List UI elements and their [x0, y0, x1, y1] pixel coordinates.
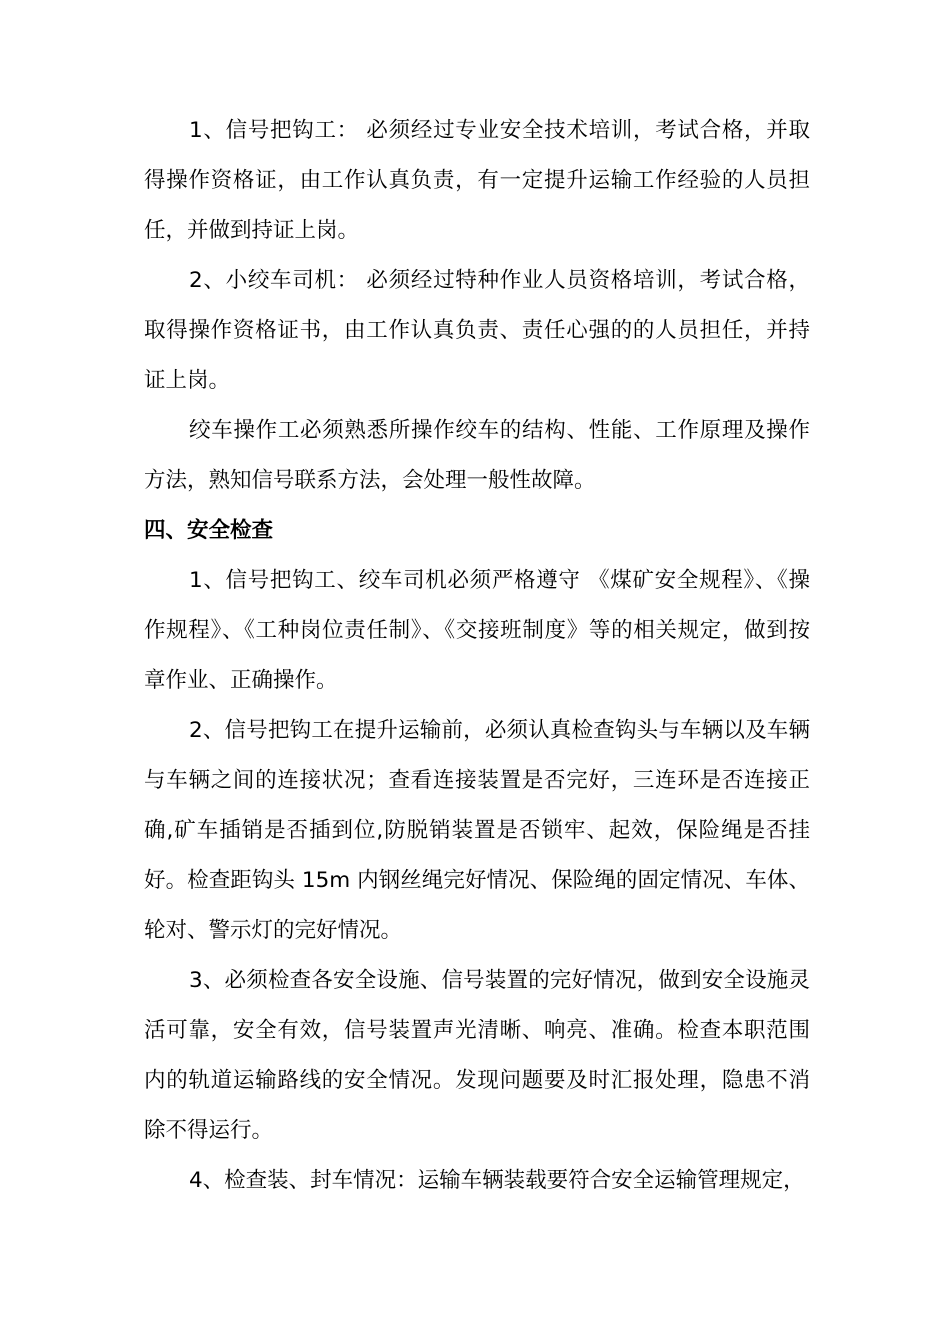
document-body	[144, 106, 810, 1206]
paragraph-connection-check: 2、信号把钩工在提升运输前，必须认真检查钩头与车辆以及车辆与车辆之间的连接状况；查看连接装置是否完好，三连环是否连接正确,矿车插销是否插到位,防脱销装置是否锁牢、起效，保险绳是否挂好。检查距钩头 15m 内钢丝绳完好情况、保险绳的固定情况、车体、轮对、警示灯的完好情况。	[144, 718, 810, 943]
paragraph-winch-operator: 绞车操作工必须熟悉所操作绞车的结构、性能、工作原理及操作方法，熟知信号联系方法，会处理一般性故障。	[144, 418, 810, 493]
paragraph-signal-hooker: 1、信号把钩工： 必须经过专业安全技术培训，考试合格，并取得操作资格证，由工作认真负责，有一定提升运输工作经验的人员担任，并做到持证上岗。	[144, 118, 810, 243]
paragraph-facility-check: 3、必须检查各安全设施、信号装置的完好情况，做到安全设施灵活可靠，安全有效，信号装置声光清晰、响亮、准确。检查本职范围内的轨道运输路线的安全情况。发现问题要及时汇报处理，隐患不消除不得运行。	[144, 968, 810, 1143]
section-heading-safety-inspection: 四、安全检查	[144, 518, 274, 543]
paragraph-loading-check: 4、检查装、封车情况：运输车辆装载要符合安全运输管理规定，	[189, 1168, 805, 1193]
paragraph-regulations: 1、信号把钩工、绞车司机必须严格遵守 《煤矿安全规程》、《操作规程》、《工种岗位责任制》、《交接班制度》等的相关规定，做到按章作业、正确操作。	[144, 568, 810, 693]
paragraph-winch-driver: 2、小绞车司机： 必须经过特种作业人员资格培训，考试合格，取得操作资格证书，由工作认真负责、责任心强的的人员担任，并持证上岗。	[144, 268, 810, 393]
